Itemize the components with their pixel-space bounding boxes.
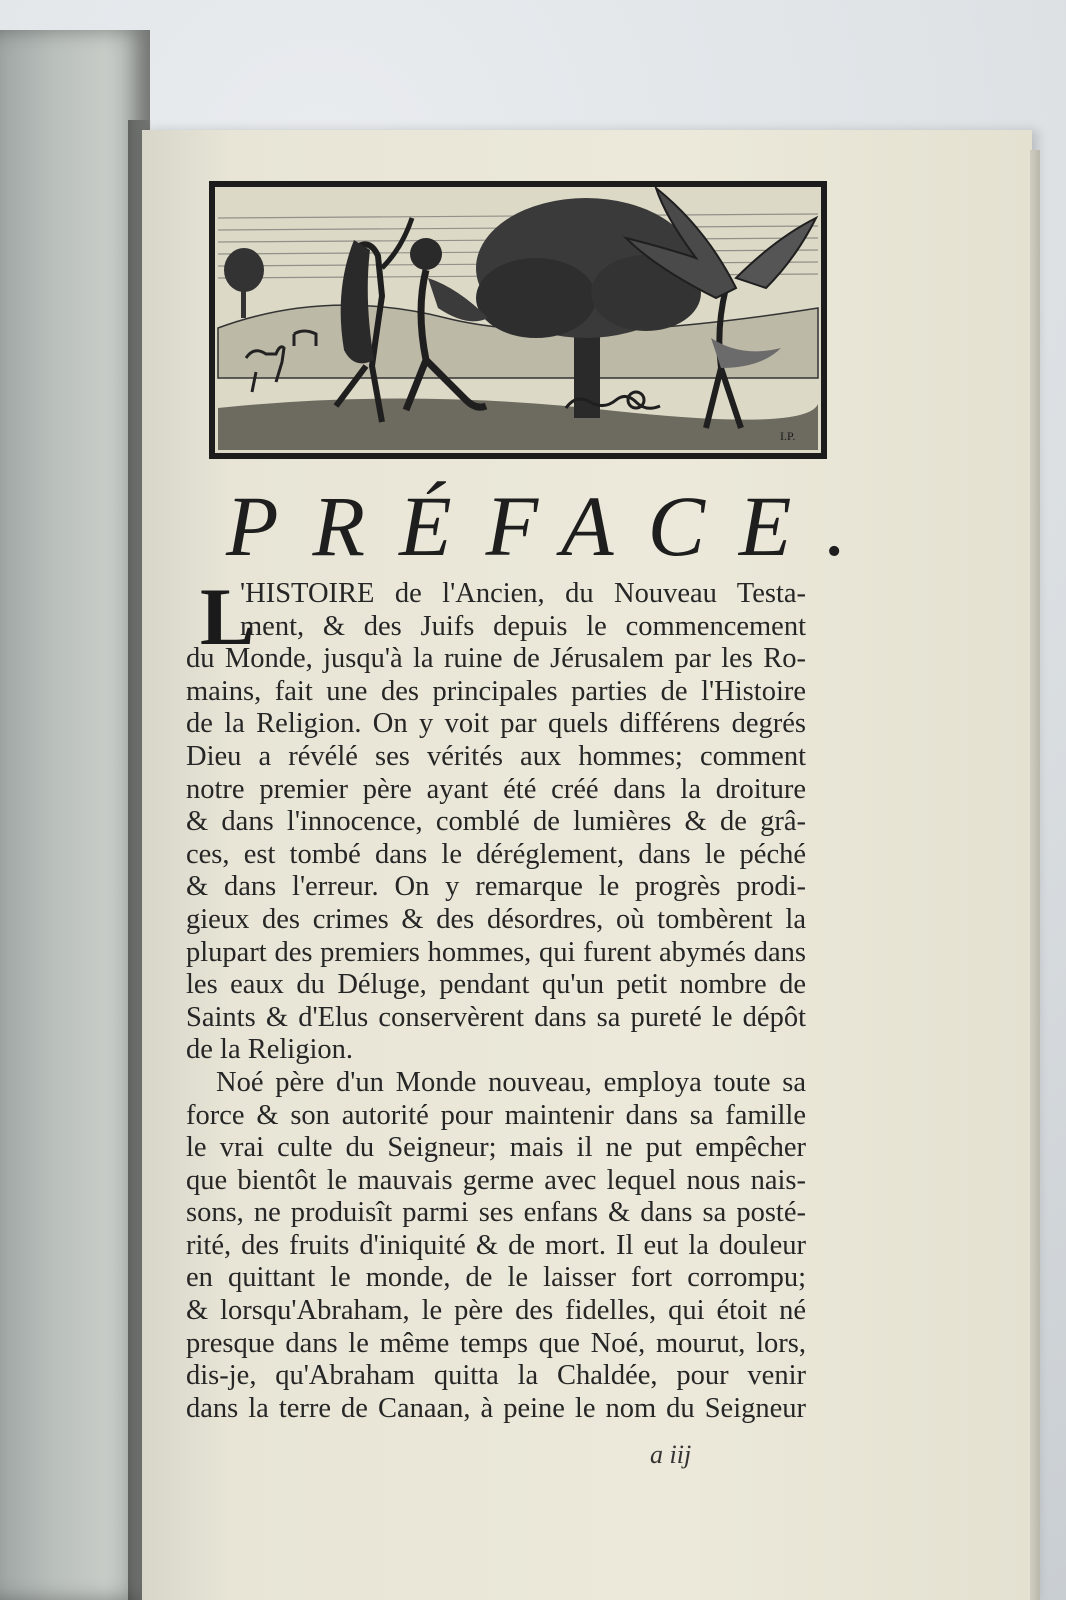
drop-capital: L [200,571,255,662]
text-line: en quittant le monde, de le laisser fort corrompu; [186,1262,806,1294]
signature-mark: a iij [650,1440,692,1469]
text-line: sons, ne produisît parmi ses enfans & dans sa posté- [186,1197,806,1229]
paragraph-2 [186,1067,806,1426]
text-line: le vrai culte du Seigneur; mais il ne put empêcher [186,1132,806,1164]
text-line: les eaux du Déluge, pendant qu'un petit nombre de [186,969,806,1001]
woodcut-illustration [206,178,830,462]
text-line: mains, fait une des principales parties de l'Histoire [186,675,806,707]
text-line: gieux des crimes & des désordres, où tombèrent la [186,903,806,935]
page-title: PRÉFACE. [226,478,881,574]
text-line: & dans l'innocence, comblé de lumières & de grâ- [186,806,806,838]
text-line: que bientôt le mauvais germe avec lequel nous nais- [186,1164,806,1196]
text-line: 'HISTOIRE de l'Ancien, du Nouveau Testa- [240,578,806,609]
text-line: du Monde, jusqu'à la ruine de Jérusalem par les Ro- [186,643,806,675]
text-line: Saints & d'Elus conservèrent dans sa pureté le dépôt [186,1001,806,1033]
text-line: presque dans le même temps que Noé, mourut, lors, [186,1327,806,1359]
text-line: & lorsqu'Abraham, le père des fidelles, qui étoit né [186,1295,806,1327]
text-line: dans la terre de Canaan, à peine le nom du Seigneur [186,1392,806,1424]
text-line: Dieu a révélé ses vérités aux hommes; comment [186,740,806,772]
woodcut-monogram: I.P. [780,429,796,443]
text-line: ces, est tombé dans le déréglement, dans le péché [186,838,806,870]
text-line: Noé père d'un Monde nouveau, employa toute sa [216,1066,806,1098]
text-line: dis-je, qu'Abraham quitta la Chaldée, pour venir [186,1360,806,1392]
page-edge [1030,150,1040,1600]
text-line: de la Religion. [186,1034,354,1066]
text-line: notre premier père ayant été créé dans la droiture [186,773,806,805]
text-line: ment, & des Juifs depuis le commencement [240,610,806,642]
text-line: plupart des premiers hommes, qui furent abymés dans [186,936,806,968]
text-line: & dans l'erreur. On y remarque le progrès prodi- [186,871,806,903]
text-line: de la Religion. On y voit par quels différens degrés [186,708,806,740]
preface-text [186,571,806,1425]
text-line: rité, des fruits d'iniquité & de mort. Il eut la douleur [186,1229,806,1261]
text-line: force & son autorité pour maintenir dans sa famille [186,1099,806,1131]
paragraph-1 [186,571,806,1067]
